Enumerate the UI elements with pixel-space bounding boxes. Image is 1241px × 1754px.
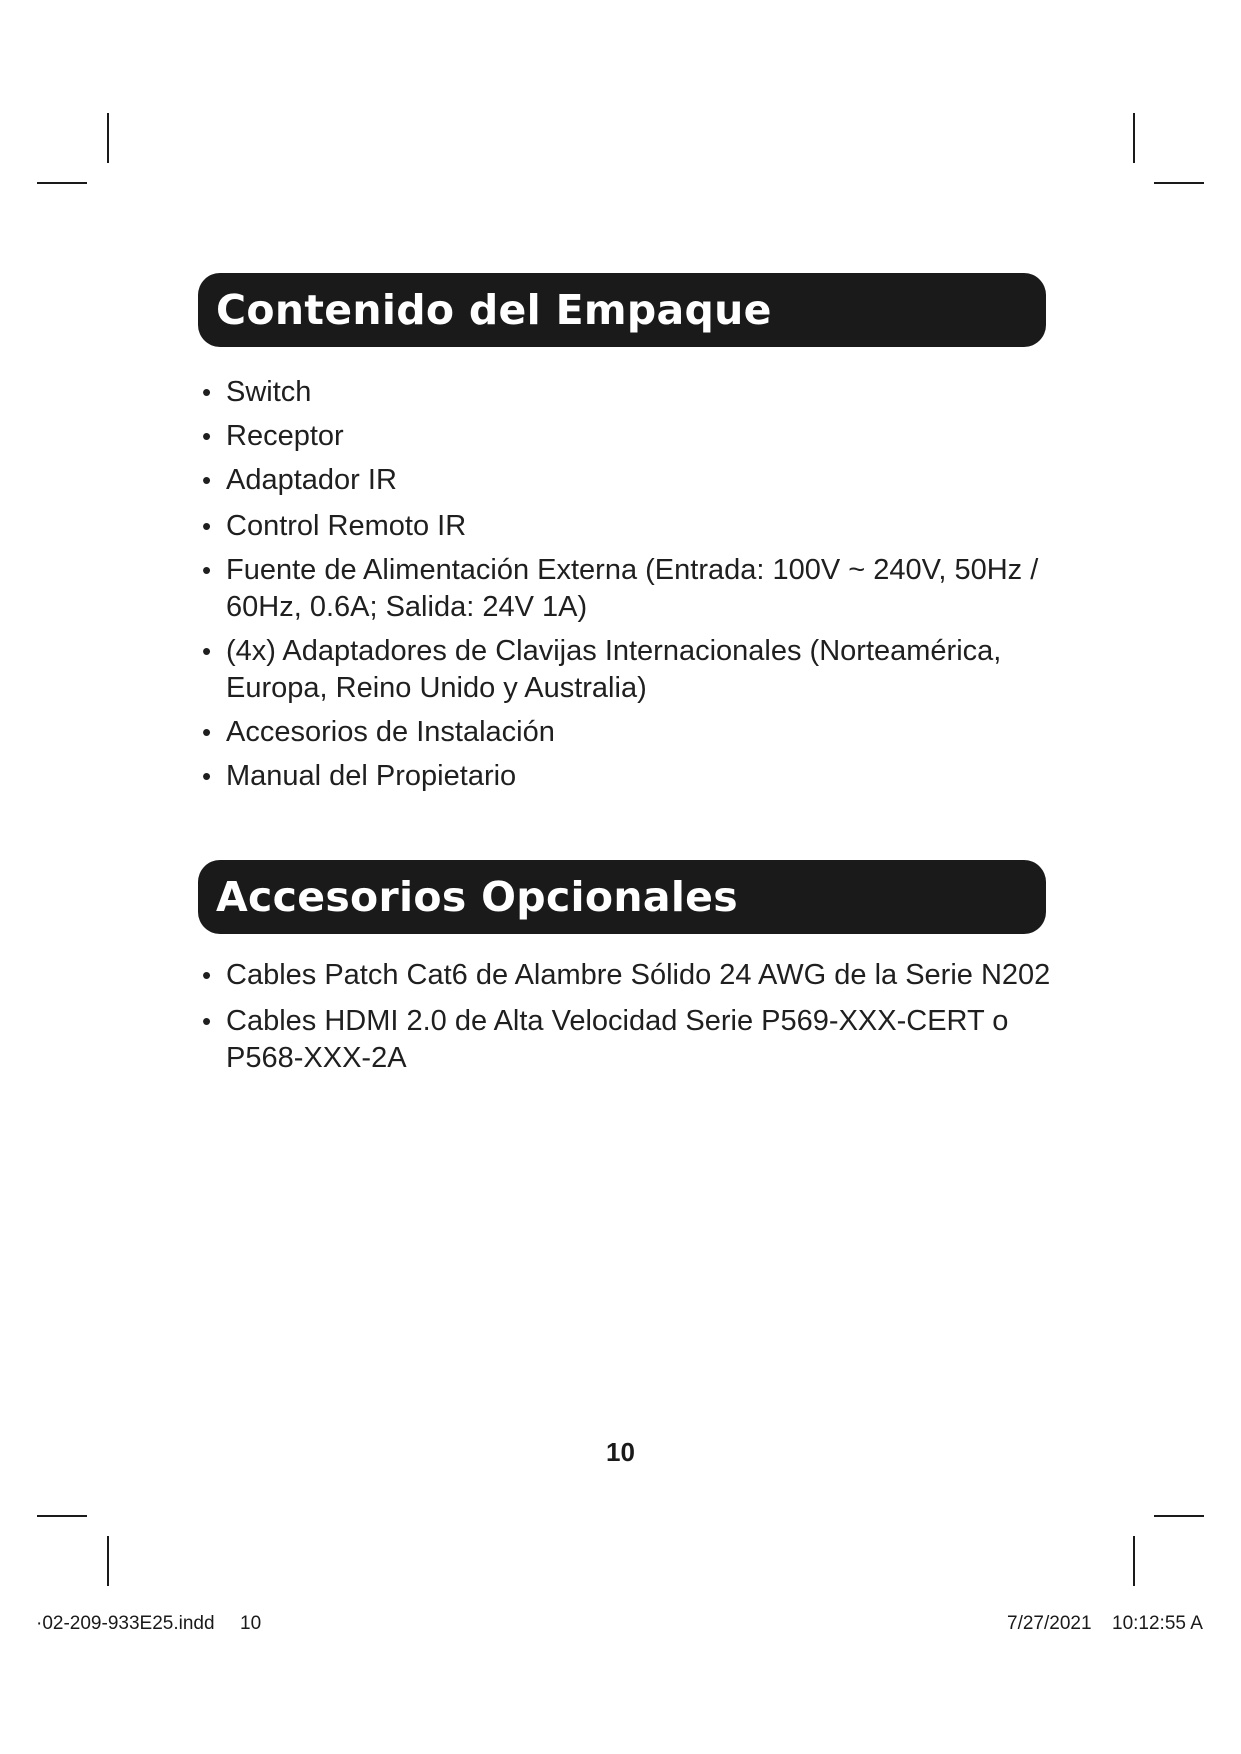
crop-mark-top-left-vertical xyxy=(107,113,109,163)
list-item xyxy=(198,957,1058,994)
list-item-text: • Switch xyxy=(226,376,312,408)
list-item xyxy=(198,462,1058,499)
slug-date: 7/27/2021 xyxy=(1007,1613,1092,1634)
crop-mark-bottom-left-horizontal xyxy=(37,1515,87,1517)
list-item-text: • Adaptador IR xyxy=(226,464,397,496)
list-item-text: • Manual del Propietario xyxy=(226,760,517,792)
section-header-contenido xyxy=(198,273,1046,347)
list-item xyxy=(198,714,1058,751)
page-number: 10 xyxy=(606,1437,635,1467)
crop-mark-top-right-horizontal xyxy=(1154,182,1204,184)
list-item-text: • (4x) Adaptadores de Clavijas Internacionales (Norteamérica, Europa, Reino Unido y Australia) xyxy=(226,635,1002,704)
contents-list xyxy=(198,374,1058,795)
list-item xyxy=(198,758,1058,795)
slug-page: 10 xyxy=(240,1613,262,1634)
list-item xyxy=(198,1003,1058,1077)
slug-file: ·02-209-933E25.indd xyxy=(36,1613,215,1634)
list-item xyxy=(198,508,1058,545)
list-item-text: • Cables HDMI 2.0 de Alta Velocidad Serie P569-XXX-CERT o P568-XXX-2A xyxy=(226,1005,1009,1074)
crop-mark-top-left-horizontal xyxy=(37,182,87,184)
crop-mark-bottom-right-vertical xyxy=(1133,1536,1135,1586)
section-title: Accesorios Opcionales xyxy=(216,873,738,921)
list-item xyxy=(198,552,1058,626)
crop-mark-top-right-vertical xyxy=(1133,113,1135,163)
crop-mark-bottom-right-horizontal xyxy=(1154,1515,1204,1517)
list-item-text: • Fuente de Alimentación Externa (Entrada: 100V ~ 240V, 50Hz / 60Hz, 0.6A; Salida: 24V 1A) xyxy=(226,554,1039,623)
list-item xyxy=(198,418,1058,455)
list-item-text: • Accesorios de Instalación xyxy=(226,716,555,748)
list-item-text: • Control Remoto IR xyxy=(226,510,467,542)
list-item xyxy=(198,374,1058,411)
list-item-text: • Receptor xyxy=(226,420,344,452)
section-title: Contenido del Empaque xyxy=(216,286,772,334)
accessories-list xyxy=(198,957,1058,1077)
section-header-accesorios xyxy=(198,860,1046,934)
list-item-text: • Cables Patch Cat6 de Alambre Sólido 24 AWG de la Serie N202 xyxy=(226,959,1051,991)
crop-mark-bottom-left-vertical xyxy=(107,1536,109,1586)
slug-time: 10:12:55 A xyxy=(1112,1613,1203,1634)
list-item xyxy=(198,633,1058,707)
